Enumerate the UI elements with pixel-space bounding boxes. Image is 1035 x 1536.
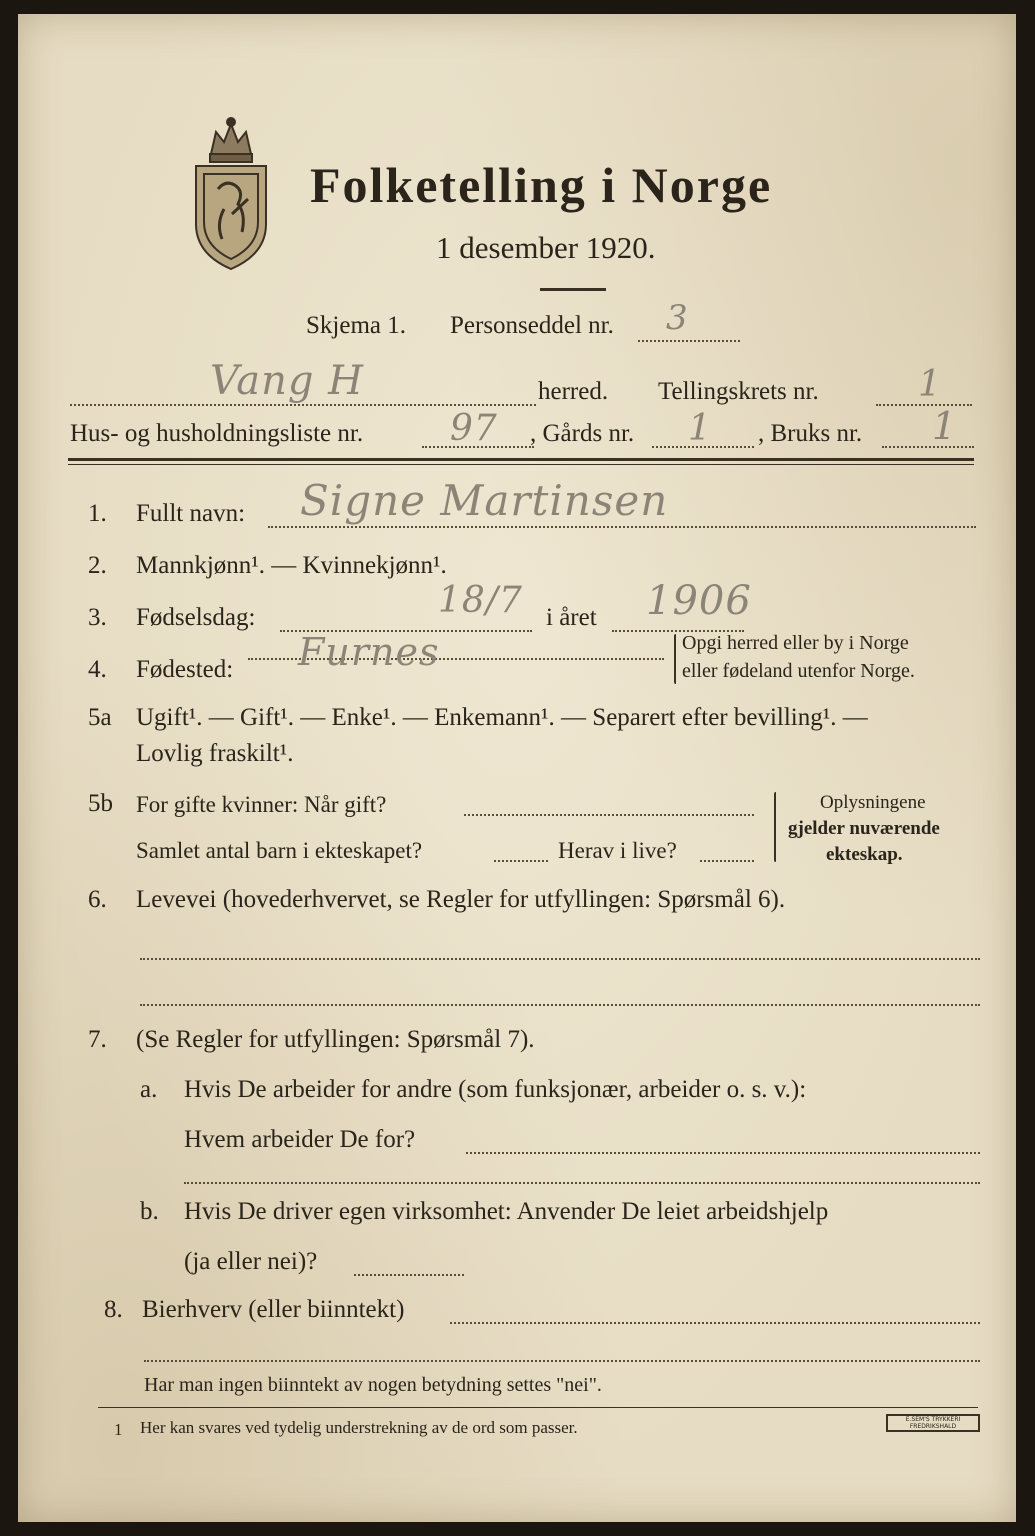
header-double-rule-2: [68, 464, 974, 465]
q8-label: Bierhverv (eller biinntekt): [142, 1296, 405, 1323]
gender-options[interactable]: Mannkjønn¹. — Kvinnekjønn¹.: [136, 552, 447, 579]
header-double-rule: [68, 458, 974, 461]
q5b-brace: [774, 792, 776, 862]
q7-number: 7.: [88, 1026, 107, 1053]
q3-year-label: i året: [546, 604, 597, 631]
q6-number: 6.: [88, 886, 107, 913]
q4-note-2: eller fødeland utenfor Norge.: [682, 660, 915, 682]
q5b-married-line: [464, 814, 754, 816]
full-name-value[interactable]: Signe Martinsen: [300, 476, 669, 525]
q6-line-2[interactable]: [140, 1004, 980, 1006]
q8-number: 8.: [104, 1296, 123, 1323]
hus-label: Hus- og husholdningsliste nr.: [70, 420, 364, 447]
q3-label: Fødselsdag:: [136, 604, 256, 631]
q4-note-1: Opgi herred eller by i Norge: [682, 632, 909, 654]
census-date: 1 desember 1920.: [436, 230, 656, 265]
personseddel-value[interactable]: 3: [666, 298, 689, 338]
birthplace-value[interactable]: Furnes: [298, 630, 440, 674]
q7a-answer-line[interactable]: [466, 1152, 980, 1154]
q5b-number: 5b: [88, 790, 113, 817]
herred-label: herred.: [538, 378, 609, 405]
q5b-alive-line: [700, 860, 754, 862]
footnote: Her kan svares ved tydelig understrekning av de ord som passer.: [140, 1418, 578, 1437]
q7a-number: a.: [140, 1076, 158, 1103]
q7b-number: b.: [140, 1198, 159, 1225]
marital-status-divorced[interactable]: Lovlig fraskilt¹.: [136, 740, 294, 767]
q7a-answer-line-2[interactable]: [184, 1182, 980, 1184]
q5b-alive-label: Herav i live?: [558, 838, 677, 863]
q5b-children-line: [494, 860, 548, 862]
herred-line: [70, 404, 536, 406]
q8-answer-line[interactable]: [450, 1322, 980, 1324]
q4-brace: [674, 634, 676, 684]
footnote-mark: 1: [114, 1420, 123, 1439]
marital-status-options[interactable]: Ugift¹. — Gift¹. — Enke¹. — Enkemann¹. — Separert efter bevilling¹. —: [136, 704, 868, 731]
gards-label: , Gårds nr.: [530, 420, 635, 447]
q5b-married-label: For gifte kvinner: Når gift?: [136, 792, 387, 817]
q7a-line-1: Hvis De arbeider for andre (som funksjonær, arbeider o. s. v.):: [184, 1076, 807, 1103]
coat-of-arms-icon: [186, 114, 276, 274]
personseddel-label: Personseddel nr.: [450, 312, 614, 339]
q6-line-1[interactable]: [140, 958, 980, 960]
census-form: [18, 14, 1016, 1522]
q1-line: [268, 526, 976, 528]
q6-label: Levevei (hovederhvervet, se Regler for utfyllingen: Spørsmål 6).: [136, 886, 786, 913]
birth-year-value[interactable]: 1906: [646, 578, 752, 624]
personseddel-line: [638, 340, 740, 342]
q7-label: (Se Regler for utfyllingen: Spørsmål 7).: [136, 1026, 535, 1053]
title-divider: [540, 288, 606, 291]
birthday-value[interactable]: 18/7: [438, 580, 523, 621]
q5b-children-label: Samlet antal barn i ekteskapet?: [136, 838, 423, 863]
q4-label: Fødested:: [136, 656, 234, 683]
q7b-line-2: (ja eller nei)?: [184, 1248, 318, 1275]
q4-number: 4.: [88, 656, 107, 683]
q3-number: 3.: [88, 604, 107, 631]
q1-label: Fullt navn:: [136, 500, 246, 527]
tellingskrets-value[interactable]: 1: [918, 364, 942, 405]
q8-answer-line-2[interactable]: [144, 1360, 980, 1362]
tellingskrets-label: Tellingskrets nr.: [658, 378, 819, 405]
bruks-label: , Bruks nr.: [758, 420, 863, 447]
footnote-rule: [98, 1407, 978, 1408]
q7b-line-1: Hvis De driver egen virksomhet: Anvender De leiet arbeidshjelp: [184, 1198, 829, 1225]
hus-value[interactable]: 97: [450, 408, 498, 449]
q7a-line-2: Hvem arbeider De for?: [184, 1126, 416, 1153]
printer-stamp: E.SEM'S TRYKKERI FREDRIKSHALD: [886, 1414, 980, 1432]
herred-value[interactable]: Vang H: [210, 358, 365, 404]
biinntekt-note: Har man ingen biinntekt av nogen betydning settes "nei".: [144, 1374, 602, 1396]
q5b-note-3: ekteskap.: [826, 844, 903, 865]
bruks-value[interactable]: 1: [932, 404, 958, 448]
q1-number: 1.: [88, 500, 107, 527]
skjema-label: Skjema 1.: [306, 312, 406, 339]
q5b-note-2: gjelder nuværende: [788, 818, 940, 839]
bruks-line: [882, 446, 974, 448]
q5b-note-1: Oplysningene: [820, 792, 926, 813]
q5a-number: 5a: [88, 704, 112, 731]
gards-value[interactable]: 1: [688, 408, 712, 449]
form-title: Folketelling i Norge: [310, 157, 773, 213]
q2-number: 2.: [88, 552, 107, 579]
q7b-answer-line[interactable]: [354, 1274, 464, 1276]
